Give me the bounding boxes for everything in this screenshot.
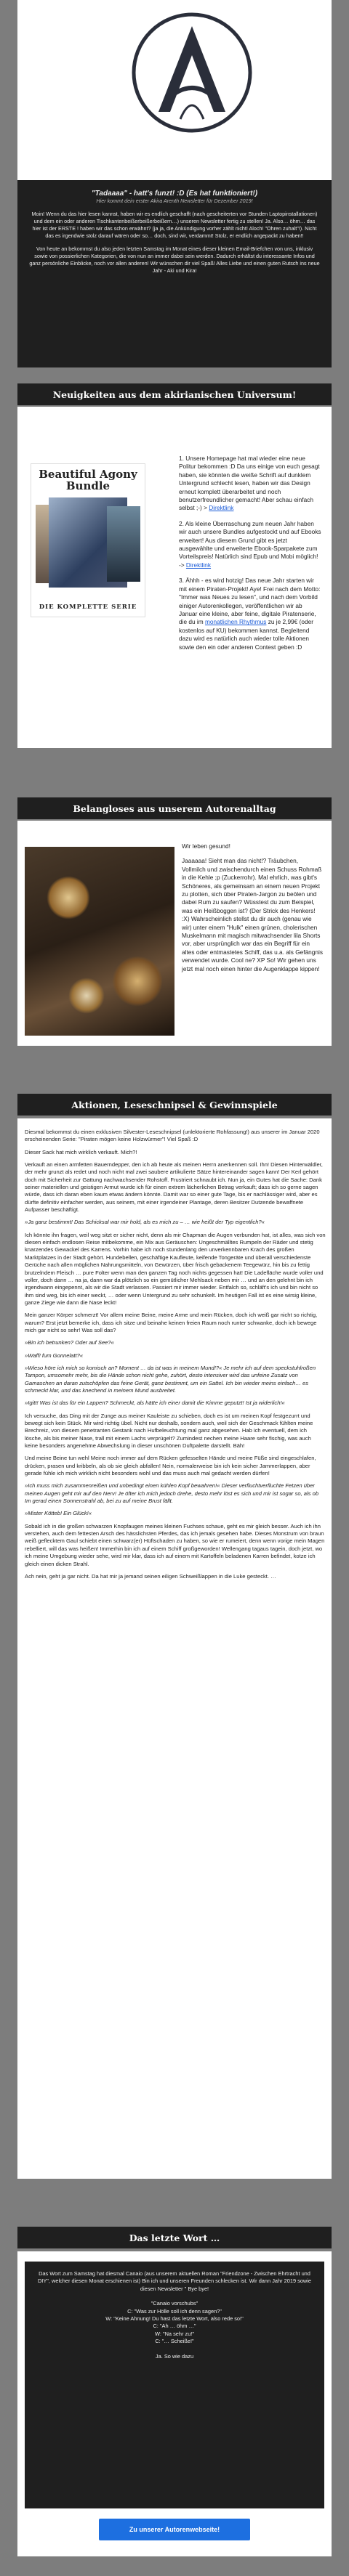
akt-paragraph: »Wieso höre ich mich so komisch an? Moment … da ist was in meinem Mund!?« Je mehr ich auf dem speckstuhlroßen Tampon, umsomehr mehr, bis die Hände schon nicht gehe, zuhört, desto intensiver wird das unfeine Zusatz von Gamaschen an daran zutschöpfen das feine Gerät, ganz bestimmt, um ein Sattel. Ich bin wieder meins einfach… es schmeckt klar, und das knechend in meinem Mund ausbreitet. [25,1364,316,1394]
news-section [17,407,332,748]
bel-paragraph-1: Wir leben gesund! [182,842,230,850]
quote-line: C: "Ah … öhm …" [153,2323,196,2330]
last-word-box [25,2262,324,2508]
bel-text [182,842,323,980]
bel-paragraph-2: Jaaaaaa! Sieht man das nicht!? Träubchen, Vollmilch und zwischendurch einen Schuss Rohmaß in die Kehle ;p (Zuckerrohr). Mal ehrlich, was gibt's Schöneres, als gemeinsam an einem neuen Projekt zu plotten, sich über Piraten-Jargon zu beölen und dabei Rum zu saufen? Wüsstest du zum Beispiel, was ein Heißboggen ist? (Der Strick des Henkers! :X) Wahrscheinlich stellst du dir auch (genau wie wir) unter einem "Hulk" einen grünen, cholerischen Muskelmann mit magisch mitwachsender lila Shorts vor, aber ursprünglich war das ein Begriff für ein altes oder entmastetes Schiff, das u.a. als Gefängnis verwendet wurde. Cool ne? XP So! Wir gehen uns jetzt mal noch einen hinter die Augenklappe kippen! [182,857,324,972]
news-heading: Neuigkeiten aus dem akirianischen Universum! [17,383,332,405]
news-item-3-text-b: zu je 2,99€ (oder kostenlos auf KU) bekommen kannst. Begleitend dazu wird es natürlich auch wieder tolle Aktionen sowie den ein oder anderen Contest geben :D [179,618,313,651]
news-link-1[interactable]: Direktlink [209,504,234,512]
intro-title: "Tadaaaa" - hatt's funzt! :D (Es hat funktioniert!) [91,190,258,198]
logo-icon [129,10,254,135]
akt-paragraph: »Ja ganz bestimmt! Das Schicksal war mir hold, als es mich zu – … wie heißt der Typ eigentlich?« [25,1219,265,1226]
candle-light-3 [68,978,105,1014]
quote-line: "Canaio vorschubs" [151,2300,198,2307]
author-website-button[interactable]: Zu unserer Autorenwebseite! [99,2519,250,2540]
akt-paragraph: »Igitt! Was ist das für ein Lappen? Schmeckt, als hätte ich einer damit die Kimme geputzt! Ist ja widerlich!« [25,1399,285,1407]
akt-section [17,1118,332,2179]
intro-paragraph-1: Moin! Wenn du das hier lesen kannst, haben wir es endlich geschafft (nach gescheiterten vor Stunden Laptopinstallationen) und dem ein oder anderen Tischkantenbeißerbeißerbeißern…) unseren Newsletter fertig zu stellen! Ja. Also… öhm… das hier ist der ERSTE ! haben wir das schon erwähnt? (ja ja, die Ankündigung vorher zählt nicht! Aloch! "Ohren zuhalt"!). Nicht das es irgendwie stolz darauf wären oder so… doch, sind wir, verdammt! Stolz, er endlich angepackt zu haben!! [31,211,318,239]
last-section-header [17,2227,332,2248]
news-item-1 [179,455,321,513]
news-item-3-text: 3. Ähhh - es wird hotzig! Das neue Jahr starten wir mit einem Piraten-Projekt! Aye! Frei nach dem Motto: "Immer was Neues zu lesen", und nach dem Vorbild einiger Autorenkollegen, veröffentlichen wir ab Januar eine kleine, aber feine, digitale Piratenserie, die du im [179,577,321,626]
bel-section [17,821,332,1046]
news-item-1-text: 1. Unsere Homepage hat mal wieder eine neue Politur bekommen :D Da uns einige von euch gesagt haben, sie könnten die weiße Schrift auf dunklem Untergrund schlecht lesen, haben wir das Design erneut komplett überarbeitet und noch benutzerfreundlicher gemacht! Aber schau einfach selbst ;-) > [179,455,320,512]
book-cover-image [31,463,145,617]
last-section [17,2251,332,2556]
akt-paragraph: Ich versuche, das Ding mit der Zunge aus meiner Kauleiste zu schieben, doch es ist um meinen Kopf festgezurrt und bewegt sich kein Stück. Mir wird richtig übel. Nicht nur deshalb, sondern auch, weil sich der Geschmack fühlten meine Brechreiz, von diesem penetranten Gestank nach Hufbeleuchtung mal ganz abgesehen. Hab ich eventuell, dem ich lösche, als bis meiner Nase, trall mit einem Lachs verprügelt? Zumindest nechen meine Haare sehr fischig, was auch keine besonders angenehme Abwechslung in dieser unschönen Duftpalette darstellt. Bäh! [25,1412,313,1450]
news-item-2 [179,520,321,569]
intro-subtitle: Hier kommt dein erster Akira Arenth Newsletter für Dezember 2019! [96,198,253,204]
akt-paragraph: »Ich muss mich zusammenreißen und unbedingt einen kühlen Kopf bewahren!« Dieser verfluchtverfluchte Fetzen über meinen Augen geht mir auf den Nerv! Je öfter ich mich jedoch drehe, desto mehr löst es sich und mir ist sogar so, als ob Im gerad einen Sonnenstrahl ab, bei zu auf meine Brust fällt. [25,1482,319,1505]
candles-photo [25,847,174,1036]
akt-paragraph: Sobald ich in die großen schwarzen Knopfaugen meines kleinen Fuchses schaue, geht es mir gleich besser. Auch ich ihn verstehen, auch dem fettesten Arsch des hässlichsten Pferdes, das ich jemals gesehen habe. Dieses Monstrum von braun weiß geflecktem Gaul schiebt einen schwarz(er) Hüftschaden zu haben, so wie er rumeiert, denn wenn vorige mein Magen rebelliert, will das was heißen! Immerhin bin ich auf einem Schiff großgeworden! Wellengang tagaus tagein, doch jetzt, wo ich meine Umgebung wieder sehe, wird mir klar, dass ich auf einem mit Kartoffeln beladenen Karren befindet, kotze ich gleich einen dicken Strahl. [25,1522,325,1567]
quote-line: C: "Was zur Hölle soll ich denn sagen?" [127,2307,222,2315]
book-series-label: DIE KOMPLETTE SERIE [39,604,137,611]
header [17,0,332,189]
akt-paragraph: Mein ganzer Körper schmerzt! Vor allem meine Beine, meine Arme und mein Rücken, doch ich weiß gar nicht so richtig, warum? Erst jetzt bemerke ich, dass ich sitze und beinahe keinen freien Raum noch runter schwanke, doch ich bewege mich gar nicht so sehr! Was soll das? [25,1312,318,1333]
news-section-header [17,383,332,405]
last-heading: Das letzte Wort … [17,2227,332,2248]
last-sign: Ja. So wie dazu [155,2352,194,2360]
quote-line: W: "Na sehr zu!" [155,2330,194,2337]
candle-light-1 [47,876,90,919]
intro-paragraph-2: Von heute an bekommst du also jeden letzten Samstag im Monat eines dieser kleinen Email-Briefchen von uns, inklusiv sowie von possierlichen Kategorien, die von nun an immer dabei sein werden. Dadurch erhältst du interessante Infos und ganz persönliche Einblicke, noch vor allen anderen! Wir wünschen dir viel Spaß! Alles Liebe und einen guten Rutsch ins neue Jahr - Aki und Kira! [29,245,320,274]
book-cover-right [107,506,140,582]
akt-paragraph: Dieser Sack hat mich wirklich verkauft. Mich?! [25,1148,137,1155]
last-paragraph: Das Wort zum Samstag hat diesmal Canaio (aus unserem aktuellen Roman "Friendzone - Zwischen Ehrtracht und DIY", welcher diesen Monat erschienen ist) Bin ich und unseren Freunden schlecken ist. Wir dann Jahr 2019 sowie diesen Newsletter " Bye bye! [37,2270,312,2292]
news-link-3[interactable]: monatlichen Rhythmus [204,618,267,626]
akt-section-header [17,1094,332,1116]
news-text [179,455,321,659]
news-item-3 [179,577,321,651]
akt-paragraph: Verkauft an einen armfetten Bauerndepper, den ich ab heute als meinen Herrn anerkennen soll. Ihn! Diesen Hinterwäldler, der mehr grunzt als redet und noch nicht mal zwei saubere artikulierte Sätze hintereinander sagen kann! Der Kerl gehört doch mit Sicherheit zur Gattung nachwachsender Rohstoff. Frustriert schnaubt ich. Nun ja, ein Gutes hat die Sache: Dank seiner materiellen und geistigen Armut wurde ich für einen extrem lächerlichen Betrag verkauft; dass ich so gerne sagen würde, dass ich daran eben kaum etwas ändern könnte. Damit war so einer gute Tage, bis er nachlässiger wird, aber es dürfte definitiv einfacher werden, aus seinem, mit einer irgendeiner Plantage, deren Besitzer Dutzende bewaffnete Aufpasser beschäftigt. [25,1161,323,1214]
bel-section-header [17,797,332,819]
akt-paragraph: »Waff! fum Gonnelatt?« [25,1352,84,1359]
book-title: Beautiful Agony Bundle [39,468,137,492]
akt-heading: Aktionen, Leseschnipsel & Gewinnspiele [17,1094,332,1116]
quote-line: C: "… Scheiße!" [155,2338,194,2345]
candle-light-2 [112,956,163,1007]
bel-heading: Belangloses aus unserem Autorenalltag [17,797,332,819]
news-link-2[interactable]: Direktlink [185,561,212,569]
akt-paragraph: Und meine Beine tun wehl Meine noch immer auf dem Rücken gefesselten Hände und meine Füße sind eingeschlafen, drücken, prasen und kribbeln, als ob sie gleich abfallen! Nein, normalerweise bin ich kein sicher Jammerlappen, aber gerade fühle ich mich wirklich nicht besonders wohl und das muss auch mal gedacht werden dürfen! [25,1455,316,1477]
akt-paragraph: »Mister Kötteb! Ein Glück!« [25,1510,92,1517]
intro-box [17,180,332,367]
quote-line: W: "Keine Ahnung! Du hast das letzte Wort, also rede so!" [105,2315,244,2323]
akt-text [25,1129,326,1585]
akt-paragraph: »Bin ich betrunken? Oder auf See?« [25,1339,114,1346]
akt-paragraph: Diesmal bekommst du einen exklusiven Silvester-Leseschnipsel (unlektorierte Rohfassung!) aus unserer im Januar 2020 erscheinenden Serie: "Piraten mögen keine Holzwürmer"! Viel Spaß :D [25,1129,320,1143]
akt-paragraph: Ach nein, geht ja gar nicht. Da hat mir ja jemand seinen eiligen Schweißlappen in die Luke gesteckt. … [25,1572,276,1580]
akt-paragraph: Ich könnte ihn fragen, weil weg sitzt er sicher nicht, denn als mir Chapman die Augen verbunden hat, ist alles, was sich von diesen einfach endlosen Reise mitbekomme, ein Mix aus Geräuschen: Ungeschmälltes Rumpeln der Räder und stetig knarzendes Gewackel des Karrens. Vorhin habe ich noch stundenlang den unverkennbaren Krach des großen Marktplatzes in der Stadt gehört. Hundebellen, geschäftige Kaufleute, keifende Tongeräte und überall verschiedenste Gerüche nach allen möglichen Nahrungsmitteln, von Gewürzen, über frisch gebackenem Teegewürz, hin bis zu fettig brutzelndem Fleisch … pure Folter wenn man den ganzen Tag noch nichts gegessen hat! Die Ladefläche wurde voller und voller, doch dann … na ja, dann war da plötzlich so ein gemütlicher Mehlsack neben mir … und an den gelehnt bin ich irgendwann eingepennt, als wir die Stadt verlassen. Passiert mir immer wieder. Entfalch so, schläft's ich und bin nicht so ihm sind weg, bis ich einer weckt, … oder wenn Untergrund zu sehr schunkelt. Im heutigen Fall ist es eine wirsig kleine, ganze Ziege wie dann die Nase leckt! [25,1231,326,1306]
news-item-2-text: 2. Als kleine Überraschung zum neuen Jahr haben wir auch unsere Bundles aufgestockt und auf Ebooks erweitert! Aus diesem Grund gibt es jetzt ausgewählte und erweiterte Ebook-Sparpakete zum Vorteilspreis! Natürlich sind Epub und Mobi möglich! -> [179,519,321,569]
